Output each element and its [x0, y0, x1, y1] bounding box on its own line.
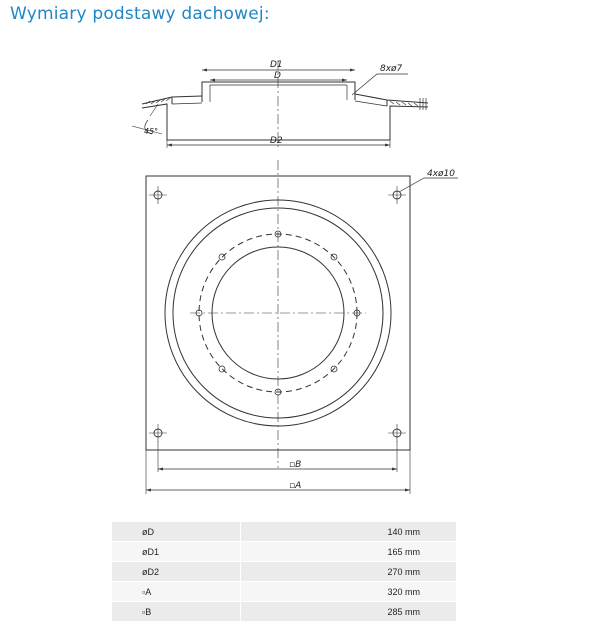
- dimension-label: ▫B: [112, 602, 240, 622]
- top-view: [146, 160, 458, 494]
- dimension-value: 320 mm: [240, 582, 456, 602]
- page-title: Wymiary podstawy dachowej:: [10, 4, 270, 24]
- dimension-label: øD2: [112, 562, 240, 582]
- holes-small-leader: [352, 74, 408, 95]
- dimension-label: ▫A: [112, 582, 240, 602]
- dimensions-table: [112, 522, 456, 622]
- d2-label: D2: [270, 136, 283, 146]
- d1-label: D1: [270, 60, 283, 70]
- corner-holes: [149, 186, 406, 442]
- dimension-value: 270 mm: [240, 562, 456, 582]
- holes-large-label: 4xø10: [427, 169, 456, 179]
- holes-large-leader: [399, 178, 458, 192]
- angle-label: 45°: [144, 127, 159, 136]
- dimension-value: 285 mm: [240, 602, 456, 622]
- table-row: [112, 522, 456, 542]
- side-view: [132, 60, 428, 150]
- holes-small-label: 8xø7: [380, 64, 403, 74]
- flange-top: [142, 94, 428, 104]
- d-label: D: [274, 71, 281, 81]
- dimension-label: øD1: [112, 542, 240, 562]
- table-row: [112, 602, 456, 622]
- table-row: [112, 542, 456, 562]
- flange-bottom: [142, 104, 428, 140]
- dimension-value: 165 mm: [240, 542, 456, 562]
- table-row: [112, 562, 456, 582]
- dimension-value: 140 mm: [240, 522, 456, 542]
- a-label: ▫A: [289, 481, 302, 491]
- dimension-label: øD: [112, 522, 240, 542]
- table-row: [112, 582, 456, 602]
- b-label: ▫B: [289, 460, 302, 470]
